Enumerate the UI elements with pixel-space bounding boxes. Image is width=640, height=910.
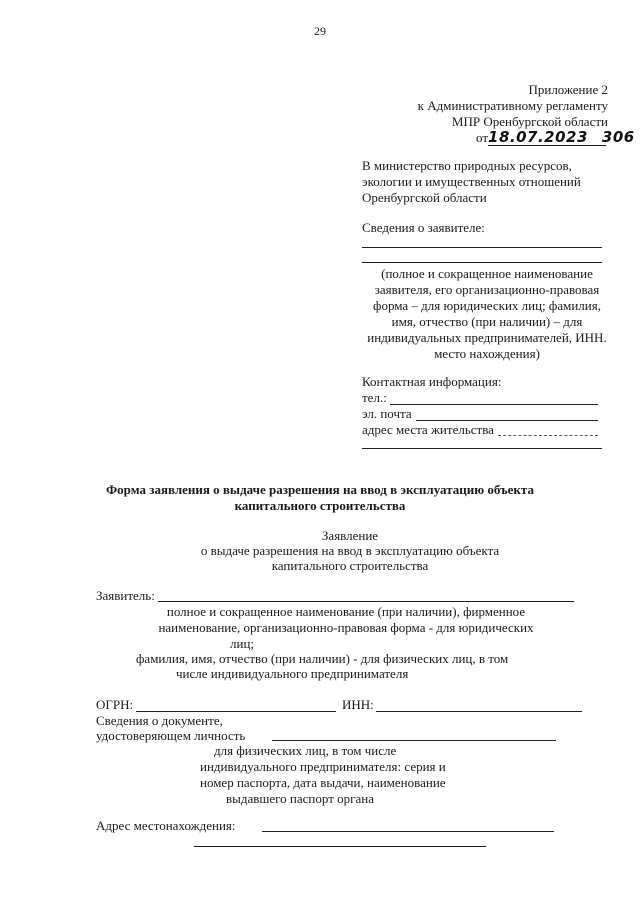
statement-line-1: Заявление bbox=[321, 528, 379, 543]
location-field-1[interactable] bbox=[262, 831, 554, 832]
applicant-info-hint-3: форма – для юридических лиц; фамилия, bbox=[373, 298, 601, 313]
address-label: адрес места жительства bbox=[362, 422, 494, 437]
location-field-2[interactable] bbox=[194, 846, 486, 847]
applicant-info-hint-1: (полное и сокращенное наименование bbox=[381, 266, 593, 281]
applicant-info-label: Сведения о заявителе: bbox=[362, 220, 485, 235]
recipient-line-1: В министерство природных ресурсов, bbox=[362, 158, 572, 173]
ogrn-label: ОГРН: bbox=[96, 697, 134, 712]
identity-doc-hint-2: индивидуального предпринимателя: серия и bbox=[200, 759, 446, 774]
phone-label: тел.: bbox=[362, 390, 387, 405]
applicant-label: Заявитель: bbox=[96, 588, 155, 603]
applicant-info-hint-2: заявителя, его организационно-правовая bbox=[374, 282, 600, 297]
applicant-hint-4: фамилия, имя, отчество (при наличии) - для физических лиц, в том bbox=[136, 651, 509, 666]
form-title-line-1: Форма заявления о выдаче разрешения на ввод в эксплуатацию объекта bbox=[106, 482, 534, 497]
location-label: Адрес местонахождения: bbox=[96, 818, 236, 833]
date-underline bbox=[488, 145, 606, 146]
form-title-line-2: капитального строительства bbox=[234, 498, 406, 513]
ogrn-field[interactable] bbox=[136, 711, 336, 712]
identity-doc-hint-1: для физических лиц, в том числе bbox=[214, 743, 397, 758]
recipient-line-3: Оренбургской области bbox=[362, 190, 487, 205]
appendix-line-2: к Административному регламенту bbox=[417, 98, 608, 113]
statement-line-3: капитального строительства bbox=[271, 558, 429, 573]
applicant-info-hint-4: имя, отчество (при наличии) – для bbox=[391, 314, 583, 329]
applicant-hint-3: лиц; bbox=[230, 636, 255, 651]
applicant-hint-5: числе индивидуального предпринимателя bbox=[176, 666, 409, 681]
applicant-info-field-2[interactable] bbox=[362, 262, 602, 263]
address-field-2[interactable] bbox=[362, 448, 602, 449]
applicant-info-hint-5: индивидуальных предпринимателей, ИНН. bbox=[367, 330, 607, 345]
applicant-hint-1: полное и сокращенное наименование (при наличии), фирменное bbox=[166, 604, 526, 619]
identity-doc-hint-4: выдавшего паспорт органа bbox=[226, 791, 374, 806]
appendix-line-3: МПР Оренбургской области bbox=[451, 114, 608, 129]
applicant-hint-2: наименование, организационно-правовая форма - для юридических bbox=[158, 620, 534, 635]
applicant-field[interactable] bbox=[158, 601, 574, 602]
identity-doc-field[interactable] bbox=[272, 740, 556, 741]
appendix-date-line bbox=[476, 128, 635, 146]
handwritten-number: 306 bbox=[601, 128, 635, 146]
address-field[interactable] bbox=[498, 435, 598, 436]
identity-doc-label-2: удостоверяющем личность bbox=[96, 728, 246, 743]
identity-doc-label-1: Сведения о документе, bbox=[96, 713, 223, 728]
email-field[interactable] bbox=[416, 420, 598, 421]
contact-label: Контактная информация: bbox=[362, 374, 502, 389]
page-number: 29 bbox=[314, 24, 326, 38]
handwritten-date: 18.07.2023 bbox=[488, 128, 588, 146]
inn-label: ИНН: bbox=[342, 697, 374, 712]
inn-field[interactable] bbox=[376, 711, 582, 712]
date-prefix: от bbox=[476, 130, 489, 145]
email-label: эл. почта bbox=[362, 406, 412, 421]
applicant-info-hint-6: место нахождения) bbox=[434, 346, 540, 361]
phone-field[interactable] bbox=[390, 404, 598, 405]
appendix-line-1: Приложение 2 bbox=[528, 82, 608, 97]
statement-line-2: о выдаче разрешения на ввод в эксплуатацию объекта bbox=[200, 543, 500, 558]
applicant-info-field-1[interactable] bbox=[362, 247, 602, 248]
recipient-line-2: экологии и имущественных отношений bbox=[362, 174, 581, 189]
identity-doc-hint-3: номер паспорта, дата выдачи, наименование bbox=[200, 775, 446, 790]
